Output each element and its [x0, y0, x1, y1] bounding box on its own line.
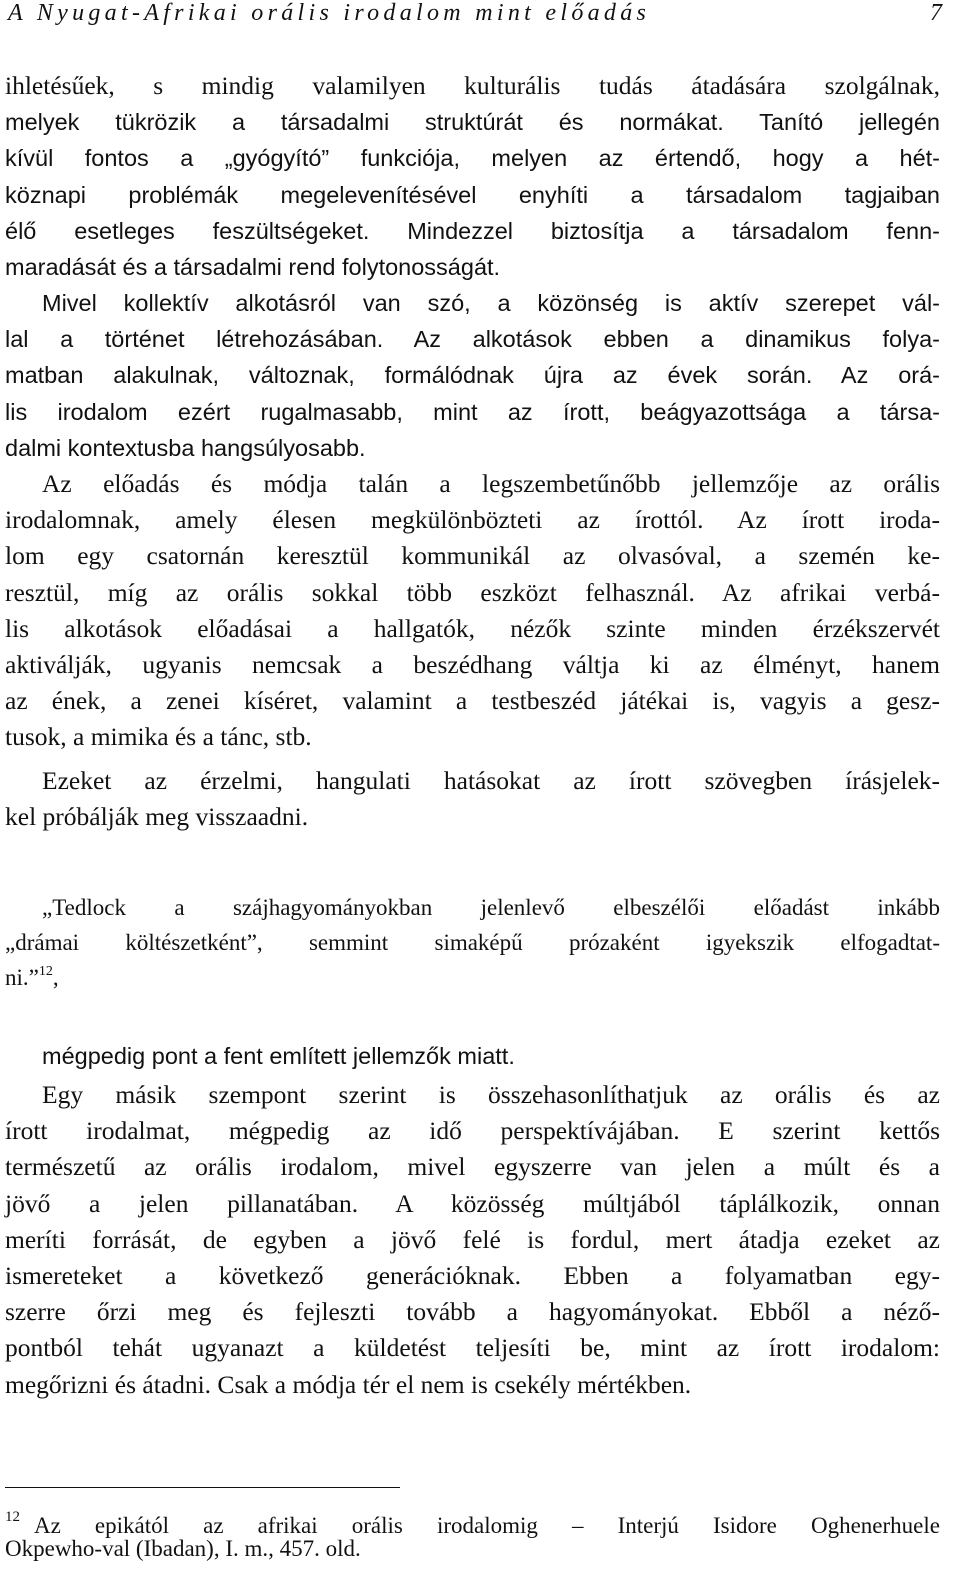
- text-line: kívül fontos a „gyógyító” funkciója, melyen az értendő, hogy a hét-: [5, 145, 940, 172]
- text-line: ismereteket a következő generációknak. Ebben a folyamatban egy-: [5, 1260, 940, 1290]
- text-line: lom egy csatornán keresztül kommunikál az olvasóval, a szemén ke-: [5, 541, 940, 571]
- footnote-reference: 12: [38, 964, 53, 980]
- text-line: melyek tükrözik a társadalmi struktúrát és normákat. Tanító jellegén: [5, 109, 940, 136]
- text-line: lis alkotások előadásai a hallgatók, nézők szinte minden érzékszervét: [5, 613, 940, 643]
- quote-line: „Tedlock a szájhagyományokban jelenlevő elbeszélői előadást inkább: [42, 895, 940, 920]
- quote-last-tail: ,: [52, 965, 59, 990]
- paragraph-time-perspective: [5, 1077, 940, 1403]
- text-line: Az előadás és módja talán a legszembetűnőbb jellemzője az orális: [42, 469, 940, 498]
- text-line: maradását és a társadalmi rend folytonosságát.: [5, 253, 501, 280]
- text-line: írott irodalmat, mégpedig az idő perspektívájában. E szerint kettős: [5, 1116, 940, 1146]
- text-line: lis irodalom ezért rugalmasabb, mint az írott, beágyazottsága a társa-: [5, 398, 940, 425]
- text-line: irodalomnak, amely élesen megkülönbözteti az írottól. Az írott iroda-: [5, 505, 940, 535]
- running-header: [8, 0, 942, 34]
- block-quote: [5, 890, 940, 995]
- text-line: lal a történet létrehozásában. Az alkotások ebben a dinamikus folya-: [5, 326, 940, 353]
- running-header-title: A Nyugat-Afrikai orális irodalom mint előadás: [8, 0, 651, 26]
- footnote-line: Okpewho-val (Ibadan), I. m., 457. old.: [5, 1536, 361, 1561]
- text-line: jövő a jelen pillanatában. A közösség múltjából táplálkozik, onnan: [5, 1188, 940, 1218]
- text-line: Egy másik szempont szerint is összehasonlíthatjuk az orális és az: [42, 1080, 940, 1109]
- text-line: köznapi problémák megelevenítésével enyhíti a társadalom tagjaiban: [5, 181, 940, 208]
- quote-line: [5, 960, 940, 995]
- footnote-line: [5, 1501, 940, 1538]
- text-line: Ezeket az érzelmi, hangulati hatásokat az írott szövegben írásjelek-: [42, 766, 940, 795]
- text-line: matban alakulnak, változnak, formálódnak újra az évek során. Az orá-: [5, 362, 940, 389]
- quote-line: „drámai költészetként”, semmint simaképű prózaként igyekszik elfogadtat-: [5, 930, 940, 955]
- footnote-divider: [5, 1487, 400, 1488]
- text-line: mégpedig pont a fent említett jellemzők miatt.: [42, 1043, 515, 1069]
- footnote-number: 12: [5, 1509, 20, 1525]
- footnote: [5, 1501, 940, 1565]
- text-line: Mivel kollektív alkotásról van szó, a közönség is aktív szerepet vál-: [42, 290, 940, 316]
- paragraph-collective: [5, 285, 940, 466]
- text-line: resztül, míg az orális sokkal több eszközt felhasznál. Az afrikai verbá-: [5, 577, 940, 607]
- page-number: 7: [930, 0, 942, 26]
- paragraph-emotional: [5, 763, 940, 835]
- footnote-text: Az epikától az afrikai orális irodalomig – Interjú Isidore Oghenerhuele: [34, 1513, 940, 1538]
- text-line: megőrizni és átadni. Csak a módja tér el nem is csekély mértékben.: [5, 1369, 692, 1399]
- quote-last-text: ni.”: [5, 965, 39, 990]
- paragraph-performance: [5, 466, 940, 756]
- text-line: az ének, a zenei kíséret, valamint a testbeszéd játékai is, vagyis a gesz-: [5, 686, 940, 716]
- text-line: tusok, a mimika és a tánc, stb.: [5, 722, 312, 752]
- text-line: természetű az orális irodalom, mivel egyszerre van jelen a múlt és a: [5, 1152, 940, 1182]
- paragraph-after-quote: [5, 1038, 940, 1074]
- text-line: szerre őrzi meg és fejleszti tovább a hagyományokat. Ebből a néző-: [5, 1297, 940, 1327]
- text-line: ihletésűek, s mindig valamilyen kulturális tudás átadására szolgálnak,: [5, 71, 940, 100]
- text-line: kel próbálják meg visszaadni.: [5, 802, 309, 832]
- text-line: dalmi kontextusba hangsúlyosabb.: [5, 434, 366, 461]
- paragraph-continuation: [5, 68, 940, 285]
- text-line: pontból tehát ugyanazt a küldetést teljesíti be, mint az írott irodalom:: [5, 1333, 940, 1363]
- text-line: élő esetleges feszültségeket. Mindezzel biztosítja a társadalom fenn-: [5, 217, 940, 244]
- text-line: meríti forrását, de egyben a jövő felé is fordul, mert átadja ezeket az: [5, 1224, 940, 1254]
- text-line: aktiválják, ugyanis nemcsak a beszédhang váltja ki az élményt, hanem: [5, 649, 940, 679]
